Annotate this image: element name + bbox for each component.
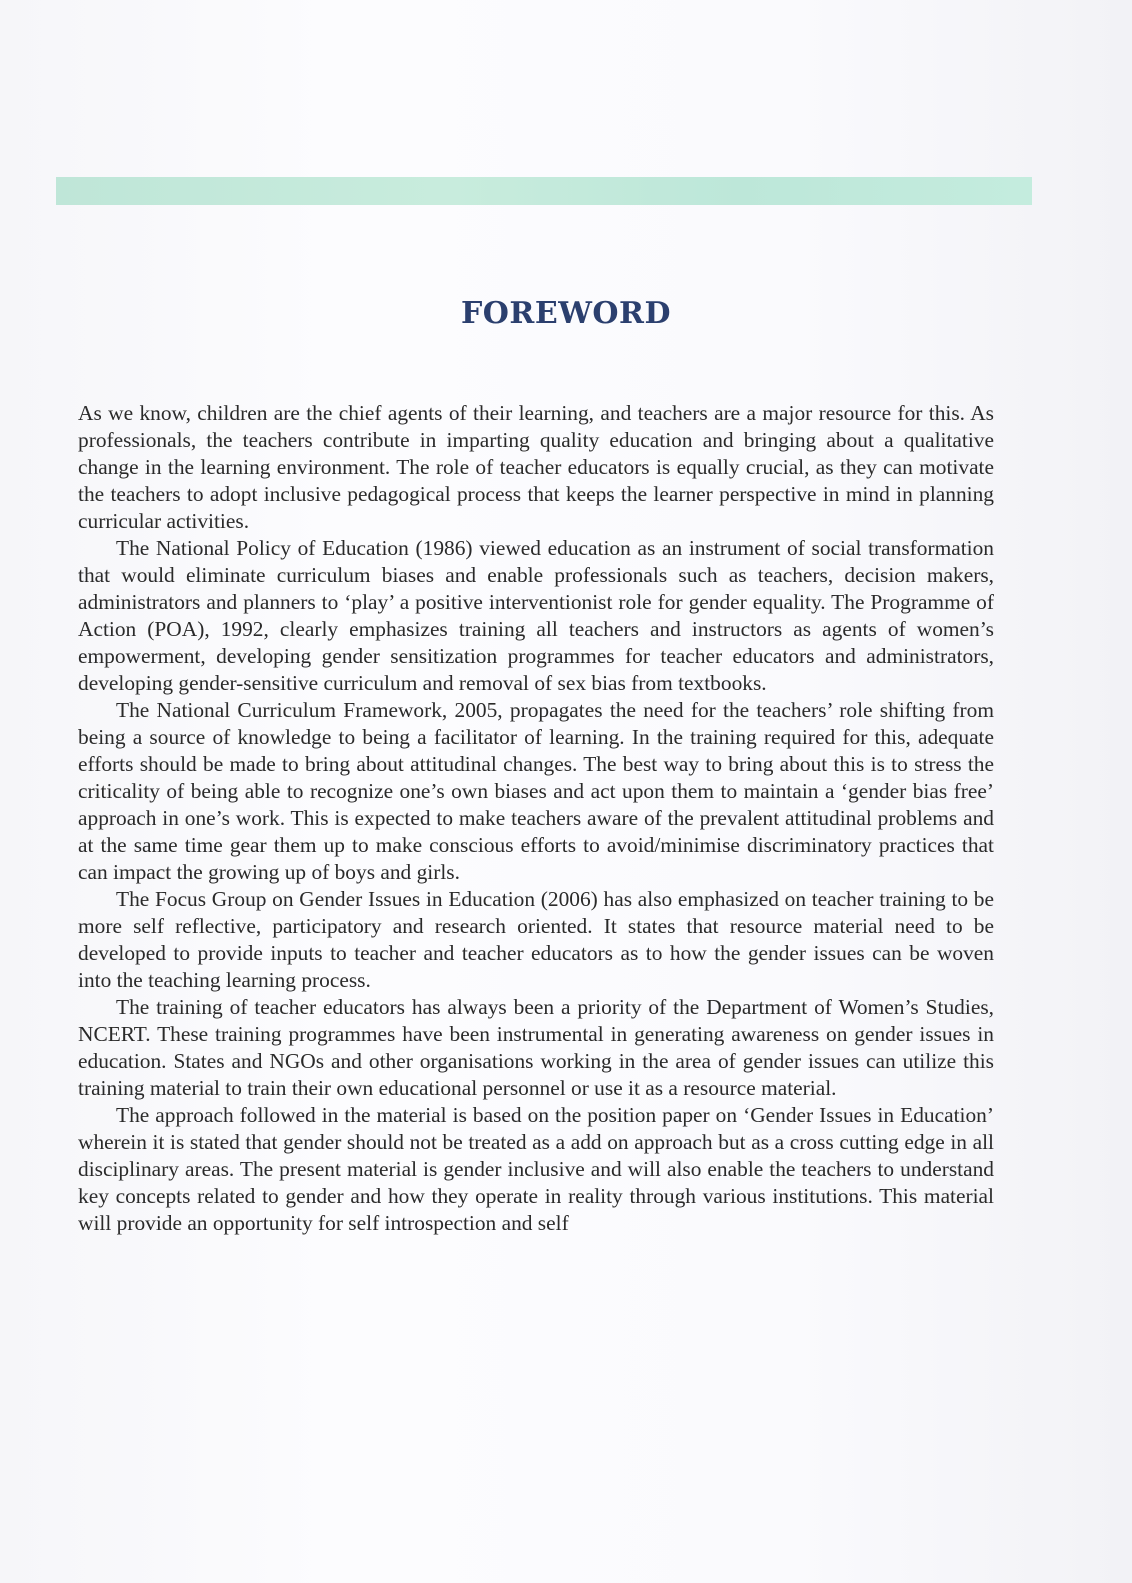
paragraph-4: The Focus Group on Gender Issues in Education (2006) has also emphasized on teacher training to be more self reflective, participatory and research oriented. It states that resource material need to be developed to provide inputs to teacher and teacher educators as to how the gender issues can be woven into the teaching learning process.	[78, 887, 994, 992]
foreword-body	[78, 400, 994, 1237]
header-color-band	[56, 177, 1032, 205]
paragraph-5: The training of teacher educators has always been a priority of the Department of Women’s Studies, NCERT. These training programmes have been instrumental in generating awareness on gender issues in education. States and NGOs and other organisations working in the area of gender issues can utilize this training material to train their own educational personnel or use it as a resource material.	[78, 995, 994, 1100]
paragraph-2: The National Policy of Education (1986) viewed education as an instrument of social transformation that would eliminate curriculum biases and enable professionals such as teachers, decision makers, administrators and planners to ‘play’ a positive interventionist role for gender equality. The Programme of Action (POA), 1992, clearly emphasizes training all teachers and instructors as agents of women’s empowerment, developing gender sensitization programmes for teacher educators and administrators, developing gender-sensitive curriculum and removal of sex bias from textbooks.	[78, 536, 994, 695]
paragraph-3: The National Curriculum Framework, 2005, propagates the need for the teachers’ role shifting from being a source of knowledge to being a facilitator of learning. In the training required for this, adequate efforts should be made to bring about attitudinal changes. The best way to bring about this is to stress the criticality of being able to recognize one’s own biases and act upon them to maintain a ‘gender bias free’ approach in one’s work. This is expected to make teachers aware of the prevalent attitudinal problems and at the same time gear them up to make conscious efforts to avoid/minimise discriminatory practices that can impact the growing up of boys and girls.	[78, 698, 994, 884]
paragraph-1: As we know, children are the chief agents of their learning, and teachers are a major resource for this. As professionals, the teachers contribute in imparting quality education and bringing about a qualitative change in the learning environment. The role of teacher educators is equally crucial, as they can motivate the teachers to adopt inclusive pedagogical process that keeps the learner perspective in mind in planning curricular activities.	[78, 401, 994, 533]
page-title: FOREWORD	[460, 296, 671, 331]
paragraph-6: The approach followed in the material is based on the position paper on ‘Gender Issues in Education’ wherein it is stated that gender should not be treated as a add on approach but as a cross cutting edge in all disciplinary areas. The present material is gender inclusive and will also enable the teachers to understand key concepts related to gender and how they operate in reality through various institutions. This material will provide an opportunity for self introspection and self	[78, 1103, 994, 1235]
